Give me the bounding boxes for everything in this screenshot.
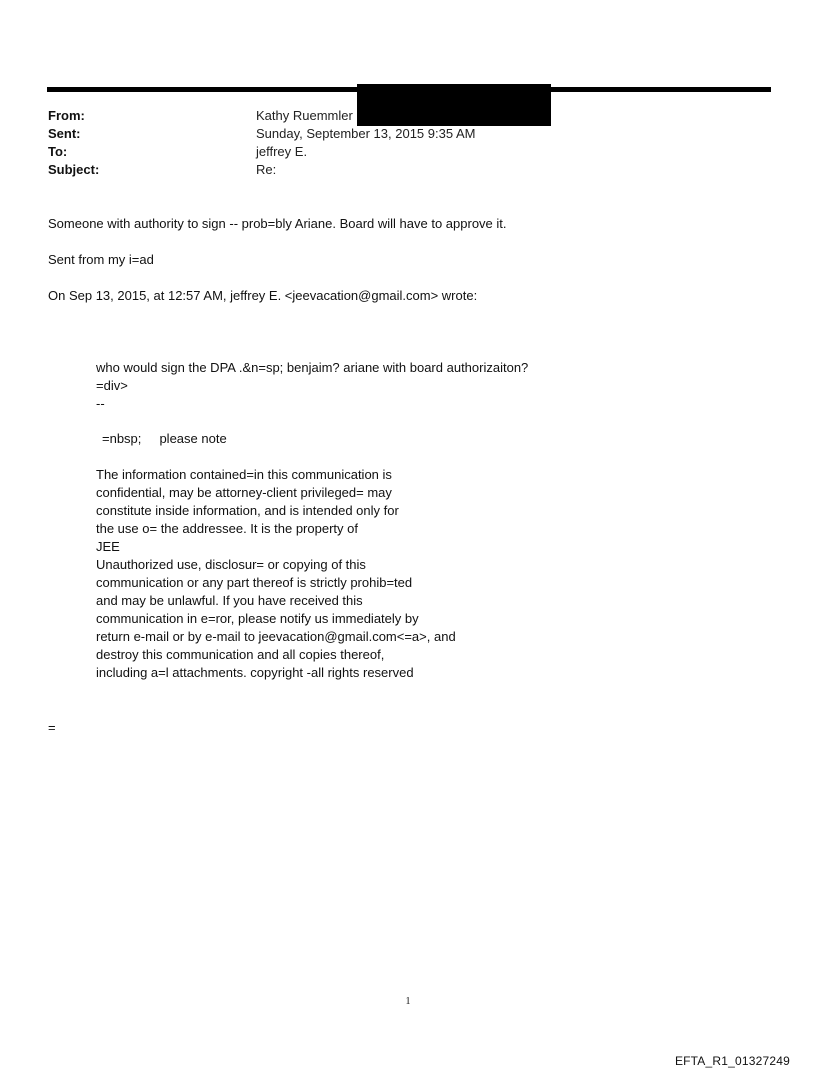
from-value: Kathy Ruemmler [256, 108, 353, 123]
body-line: Someone with authority to sign -- prob=bly Ariane. Board will have to approve it. [48, 216, 507, 231]
disclaimer-line: constitute inside information, and is intended only for [96, 503, 399, 518]
sent-value: Sunday, September 13, 2015 9:35 AM [256, 126, 476, 141]
quoted-line: =nbsp; please note [102, 431, 227, 446]
quote-intro-line: On Sep 13, 2015, at 12:57 AM, jeffrey E. <jeevacation@gmail.com> wrote: [48, 288, 478, 303]
subject-label: Subject: [48, 162, 100, 177]
disclaimer-line: confidential, may be attorney-client privileged= may [96, 485, 392, 500]
disclaimer-line: the use o= the addressee. It is the property of [96, 521, 358, 536]
trailing-equals: = [48, 720, 56, 735]
disclaimer-line: destroy this communication and all copies thereof, [96, 647, 385, 662]
quoted-line: -- [96, 396, 105, 411]
signature-line: Sent from my i=ad [48, 252, 154, 267]
subject-value: Re: [256, 162, 277, 177]
to-label: To: [48, 144, 68, 159]
disclaimer-line: and may be unlawful. If you have received this [96, 593, 363, 608]
disclaimer-line: JEE [96, 539, 120, 554]
page-number: 1 [405, 996, 411, 1007]
disclaimer-line: return e-mail or by e-mail to jeevacation@gmail.com<=a>, and [96, 629, 456, 644]
disclaimer-line: communication or any part thereof is strictly prohib=ted [96, 575, 413, 590]
to-value: jeffrey E. [256, 144, 308, 159]
sent-label: Sent: [48, 126, 81, 141]
disclaimer-line: including a=l attachments. copyright -all rights reserved [96, 665, 414, 680]
from-label: From: [48, 108, 85, 123]
quoted-line: =div> [96, 378, 128, 393]
quoted-line: who would sign the DPA .&n=sp; benjaim? ariane with board authorizaiton? [96, 360, 529, 375]
disclaimer-line: Unauthorized use, disclosur= or copying of this [96, 557, 366, 572]
disclaimer-line: communication in e=ror, please notify us immediately by [96, 611, 419, 626]
redaction-box [357, 84, 551, 126]
disclaimer-line: The information contained=in this communication is [96, 467, 392, 482]
document-id: EFTA_R1_01327249 [674, 1054, 790, 1068]
